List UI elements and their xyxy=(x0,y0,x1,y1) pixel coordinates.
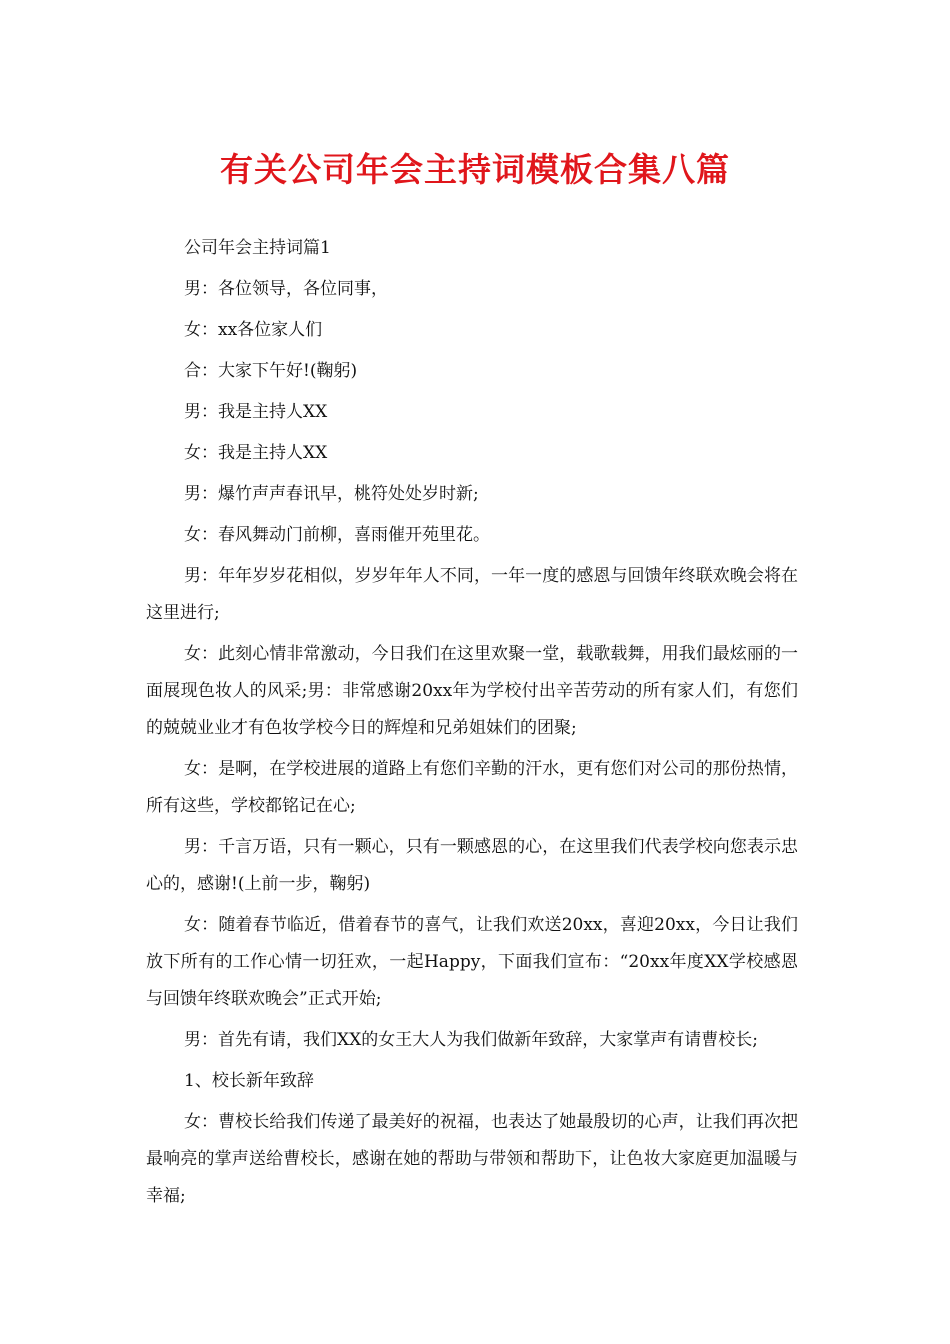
paragraph: 女：春风舞动门前柳，喜雨催开苑里花。 xyxy=(184,525,490,545)
paragraph: 合：大家下午好!(鞠躬) xyxy=(184,361,358,381)
paragraph: 女：我是主持人XX xyxy=(184,443,328,463)
paragraph: 女：曹校长给我们传递了最美好的祝福，也表达了她最殷切的心声，让我们再次把最响亮的掌声送给曹校长，感谢在她的帮助与带领和帮助下，让色妆大家庭更加温暖与幸福; xyxy=(146,1112,798,1206)
paragraph: 女：是啊，在学校进展的道路上有您们辛勤的汗水，更有您们对公司的那份热情，所有这些，学校都铭记在心; xyxy=(146,759,798,816)
document-title: 有关公司年会主持词模板合集八篇 xyxy=(220,150,730,189)
paragraph: 1、校长新年致辞 xyxy=(184,1071,314,1091)
paragraph: 男：爆竹声声春讯早，桃符处处岁时新; xyxy=(184,484,479,504)
document-body xyxy=(146,230,798,1219)
paragraph: 男：年年岁岁花相似，岁岁年年人不同，一年一度的感恩与回馈年终联欢晚会将在这里进行; xyxy=(146,566,798,623)
paragraph: 男：各位领导，各位同事， xyxy=(184,279,388,299)
paragraph: 女：此刻心情非常激动，今日我们在这里欢聚一堂，载歌载舞，用我们最炫丽的一面展现色妆人的风采;男：非常感谢20xx年为学校付出辛苦劳动的所有家人们，有您们的兢兢业业才有色妆学校今日的辉煌和兄弟姐妹们的团聚; xyxy=(146,644,798,738)
paragraph: 男：千言万语，只有一颗心，只有一颗感恩的心，在这里我们代表学校向您表示忠心的，感谢!(上前一步，鞠躬) xyxy=(146,837,798,894)
paragraph: 男：我是主持人XX xyxy=(184,402,328,422)
paragraph: 男：首先有请，我们XX的女王大人为我们做新年致辞，大家掌声有请曹校长; xyxy=(184,1030,758,1050)
paragraph: 女：随着春节临近，借着春节的喜气，让我们欢送20xx，喜迎20xx，今日让我们放下所有的工作心情一切狂欢，一起Happy，下面我们宣布：“20xx年度XX学校感恩与回馈年终联欢晚会”正式开始; xyxy=(146,915,798,1009)
paragraph: 公司年会主持词篇1 xyxy=(184,238,331,258)
paragraph: 女：xx各位家人们 xyxy=(184,320,323,340)
